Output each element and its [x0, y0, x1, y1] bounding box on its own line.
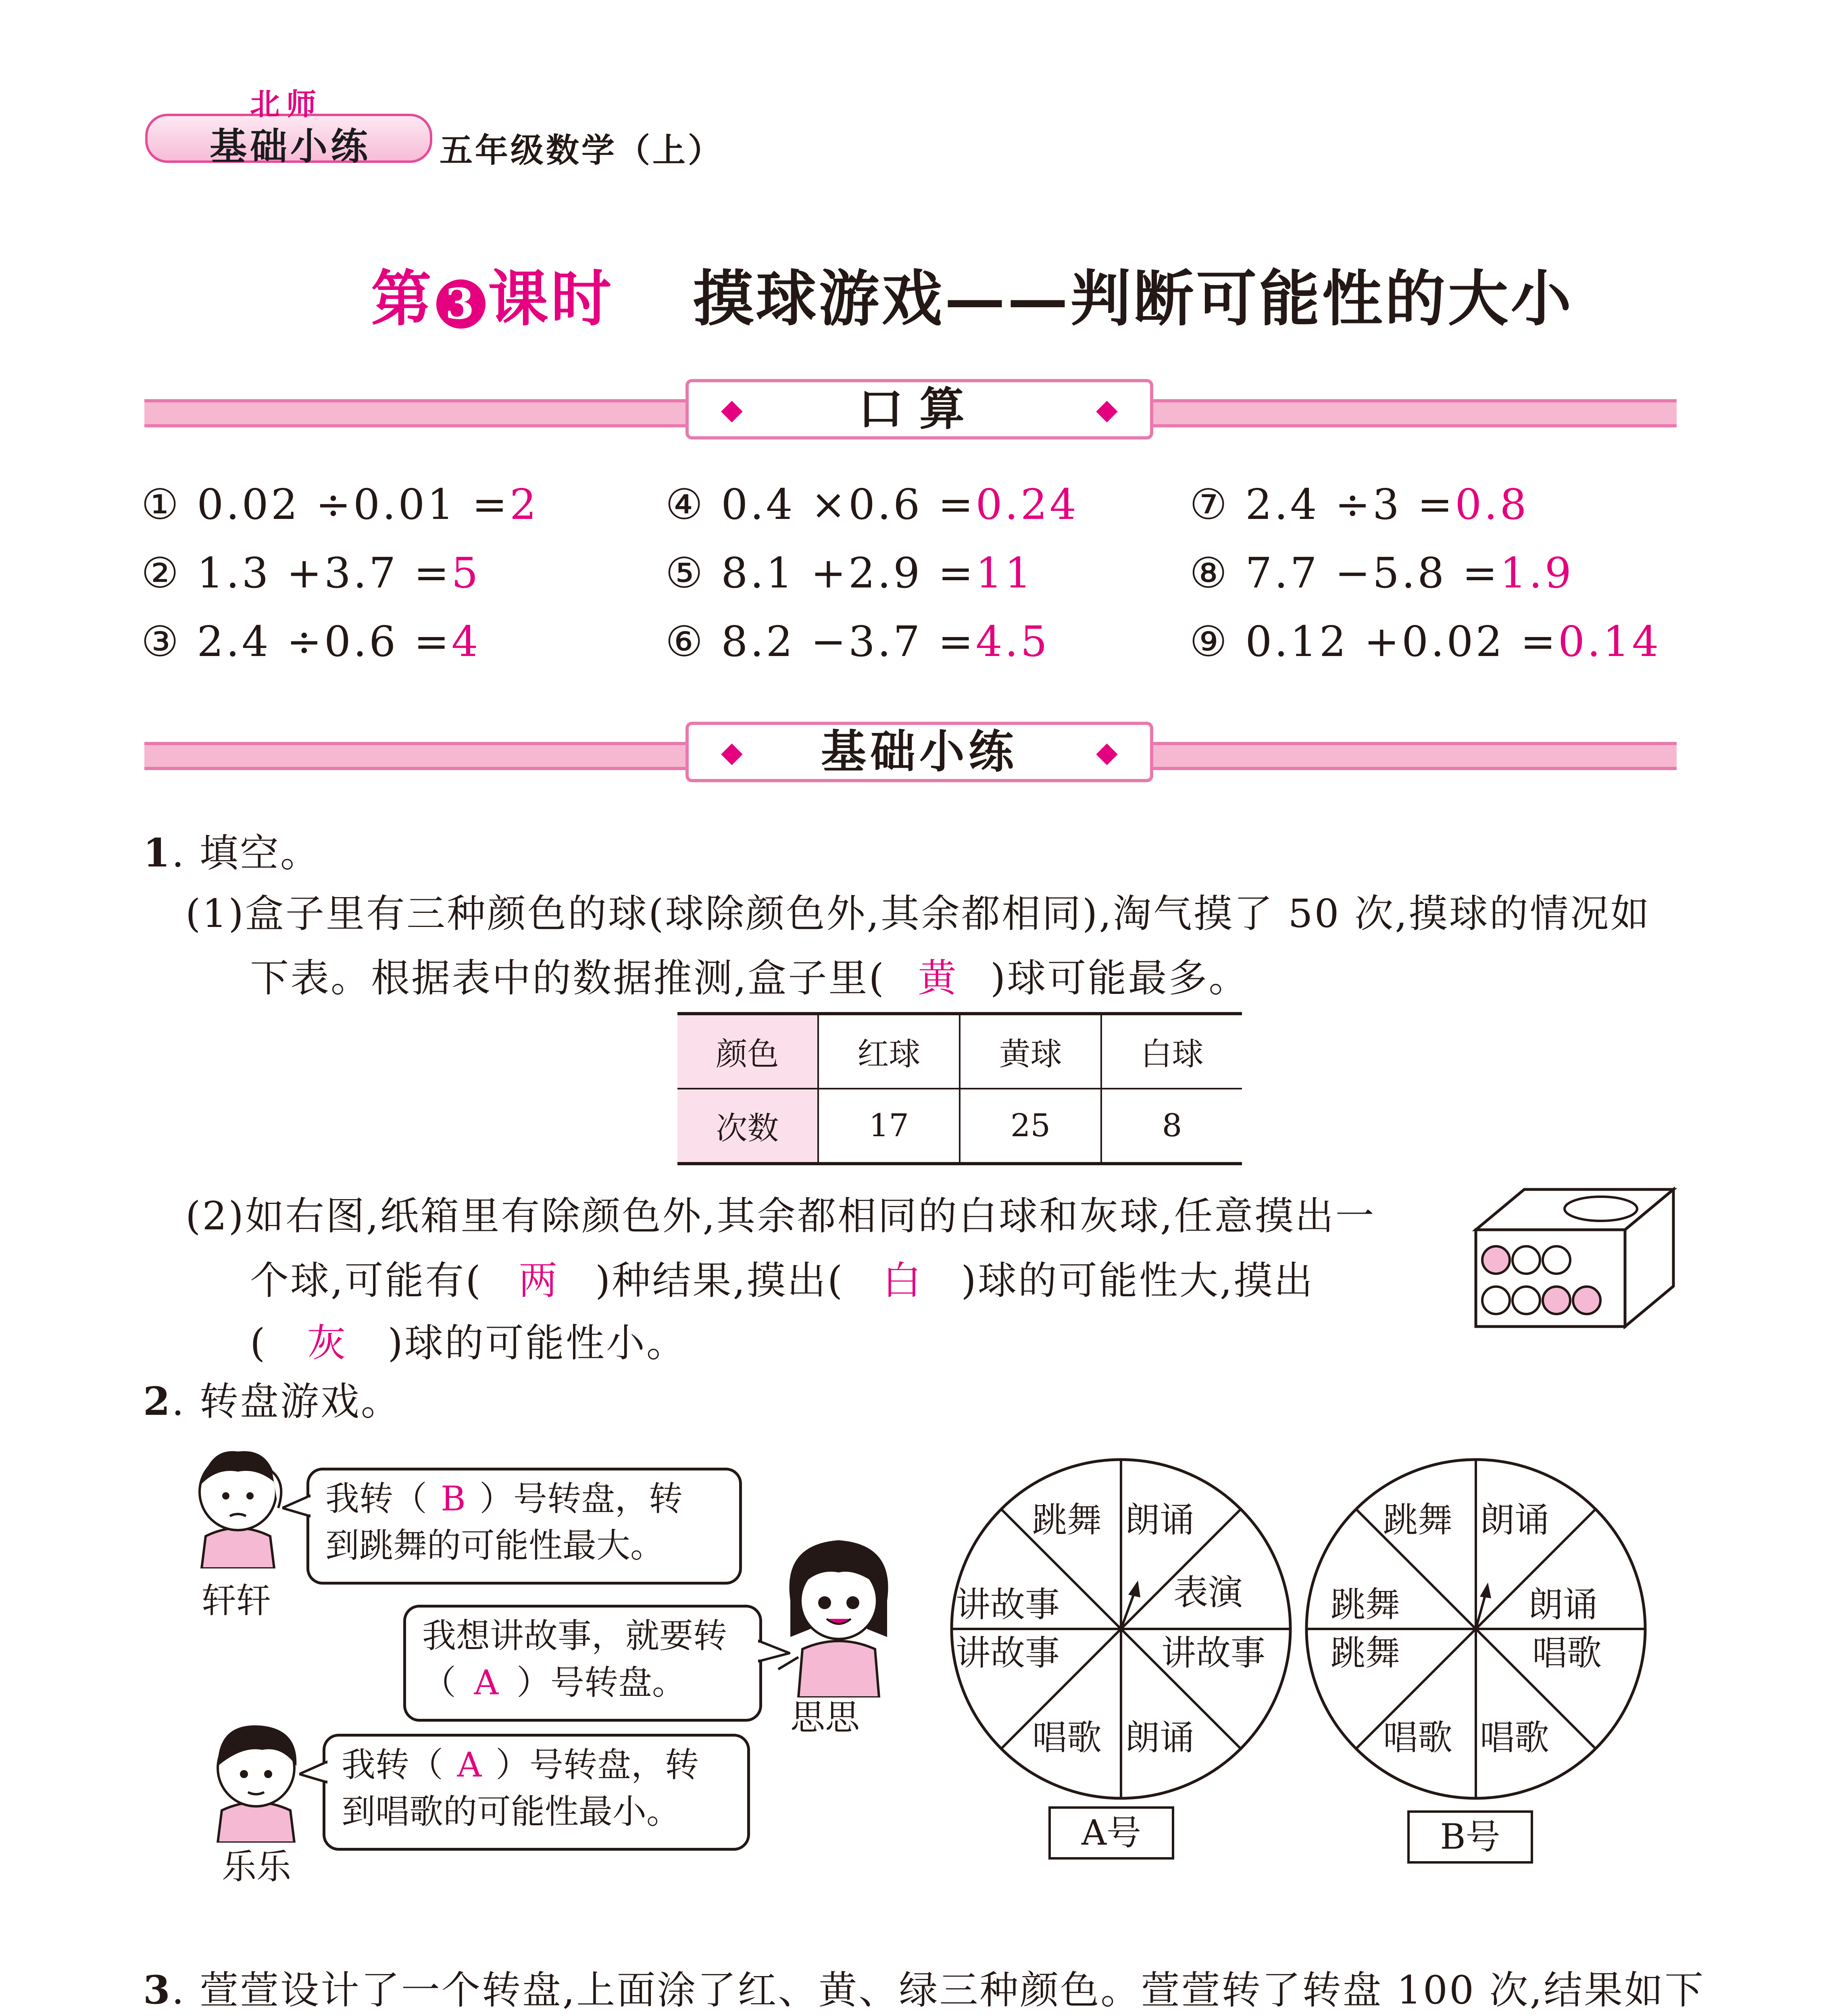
- wheel-b-sector: 朗诵: [1528, 1585, 1598, 1625]
- xuanxuan-bubble: 我转（ B ）号转盘，转 到跳舞的可能性最大。: [306, 1468, 742, 1585]
- lele-bubble: 我转（ A ）号转盘，转 到唱歌的可能性最小。: [323, 1734, 750, 1851]
- table-header: 黄球: [960, 1014, 1101, 1089]
- calc-item-5: ⑤ 8.1 +2.9 =11: [665, 548, 1034, 598]
- sisi-bubble: 我想讲故事，就要转 （ A ）号转盘。: [403, 1605, 762, 1722]
- q3-line1: 3. 萱萱设计了一个转盘,上面涂了红、黄、绿三种颜色。萱萱转了转盘 100 次,结果如下: [143, 1967, 1705, 2013]
- lele-answer: A: [457, 1745, 482, 1785]
- lesson-title: [371, 250, 1574, 337]
- xuanxuan-name: 轩轩: [202, 1581, 271, 1621]
- wheel-b-label: B号: [1407, 1810, 1533, 1864]
- q1-p2-answer-1: 两: [518, 1258, 559, 1303]
- calc-item-9: ⑨ 0.12 +0.02 =0.14: [1190, 617, 1661, 666]
- wheel-a-label: A号: [1048, 1806, 1174, 1860]
- diamond-icon: ◆: [1096, 735, 1118, 768]
- sisi-avatar: [774, 1528, 903, 1697]
- wheel-b-sector: 唱歌: [1532, 1633, 1602, 1673]
- sisi-answer: A: [474, 1663, 499, 1702]
- table-header: 红球: [818, 1014, 960, 1089]
- lesson-suffix: 课时: [488, 263, 614, 334]
- calc-item-3: ③ 2.4 ÷0.6 =4: [141, 617, 481, 666]
- q1-p2-answer-2: 白: [882, 1258, 923, 1303]
- section-oral-label: 口算: [858, 383, 981, 435]
- calc-item-2: ② 1.3 +3.7 =5: [141, 548, 481, 598]
- grade-label: 五年级数学（上）: [440, 131, 724, 170]
- q1-p1-answer: 黄: [917, 956, 958, 1001]
- table-cell: 25: [960, 1089, 1101, 1164]
- table-cell: 17: [818, 1089, 960, 1164]
- diamond-icon: ◆: [721, 735, 743, 768]
- diamond-icon: ◆: [721, 392, 743, 426]
- brand-top-text: 北师: [250, 87, 323, 122]
- q1-p1-line1: (1)盒子里有三种颜色的球(球除颜色外,其余都相同),淘气摸了 50 次,摸球的情况如: [185, 891, 1651, 936]
- q1-p2-answer-3: 灰: [307, 1320, 348, 1366]
- wheel-b-sector: 跳舞: [1331, 1585, 1400, 1625]
- wheel-a-sector: 唱歌: [1032, 1718, 1102, 1758]
- wheel-b-sector: 唱歌: [1480, 1718, 1549, 1758]
- bubble-tail: [299, 1758, 327, 1790]
- wheel-b-sector: 朗诵: [1480, 1500, 1549, 1540]
- lesson-number-badge: 3: [436, 279, 485, 329]
- section-title-basic: [685, 722, 1153, 782]
- wheel-a-sector: 跳舞: [1032, 1500, 1102, 1540]
- wheel-a-sector: 表演: [1173, 1572, 1243, 1613]
- table-header: 白球: [1101, 1014, 1242, 1089]
- q1-p1-line2: 下表。根据表中的数据推测,盒子里( 黄 )球可能最多。: [250, 948, 1249, 1003]
- wheel-a-sector: 朗诵: [1125, 1718, 1194, 1758]
- wheel-b-sector: 唱歌: [1383, 1718, 1452, 1758]
- lele-name: 乐乐: [222, 1847, 291, 1887]
- calc-item-4: ④ 0.4 ×0.6 =0.24: [665, 480, 1079, 529]
- bubble-tail: [282, 1492, 310, 1524]
- q1-p2-line1: (2)如右图,纸箱里有除颜色外,其余都相同的白球和灰球,任意摸出一: [185, 1193, 1376, 1239]
- wheel-b-sector: 跳舞: [1383, 1500, 1452, 1540]
- xuanxuan-answer: B: [441, 1479, 466, 1518]
- calc-item-8: ⑧ 7.7 −5.8 =1.9: [1190, 548, 1574, 598]
- xuanxuan-avatar: [185, 1439, 290, 1568]
- wheel-a-sector: 讲故事: [956, 1633, 1060, 1673]
- table-header: 颜色: [677, 1014, 818, 1089]
- q1-p2-line2: 个球,可能有( 两 )种结果,摸出( 白 )球的可能性大,摸出: [250, 1250, 1314, 1305]
- q1-p2-line3: ( 灰 )球的可能性小。: [250, 1312, 687, 1368]
- lesson-name: 摸球游戏——判断可能性的大小: [693, 263, 1574, 334]
- sisi-name: 思思: [790, 1697, 860, 1738]
- calc-item-7: ⑦ 2.4 ÷3 =0.8: [1190, 480, 1529, 529]
- calc-item-6: ⑥ 8.2 −3.7 =4.5: [665, 617, 1050, 666]
- wheel-a-sector: 讲故事: [956, 1585, 1060, 1625]
- ball-box-illustration: [1472, 1181, 1681, 1335]
- table-cell: 次数: [677, 1089, 818, 1164]
- q1-title: 1. 填空。: [143, 830, 321, 876]
- wheel-a-sector: 讲故事: [1161, 1633, 1265, 1673]
- brand-main-text: 基础小练: [210, 125, 371, 168]
- lesson-prefix: 第: [371, 263, 434, 334]
- table-cell: 8: [1101, 1089, 1242, 1164]
- wheel-a-sector: 朗诵: [1125, 1500, 1194, 1540]
- section-title-oral: [685, 379, 1153, 439]
- section-basic-label: 基础小练: [821, 725, 1018, 778]
- q2-title: 2. 转盘游戏。: [143, 1379, 401, 1424]
- wheel-b-sector: 跳舞: [1331, 1633, 1400, 1673]
- lele-avatar: [202, 1714, 310, 1843]
- calc-item-1: ① 0.02 ÷0.01 =2: [141, 480, 539, 529]
- diamond-icon: ◆: [1096, 392, 1118, 426]
- q1-table: [677, 1012, 1242, 1165]
